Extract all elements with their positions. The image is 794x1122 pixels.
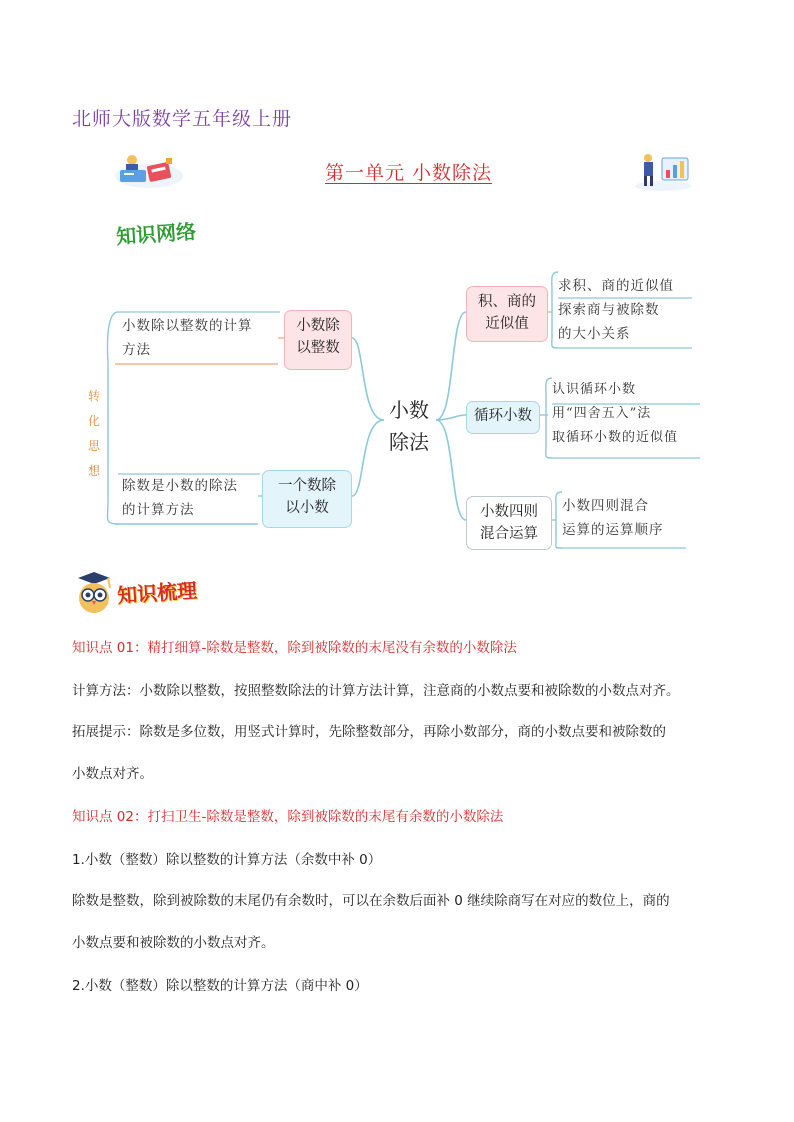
center-node-decimal-division: 小数 除法 <box>389 398 429 454</box>
kp2-item1: 1.小数（整数）除以整数的计算方法（余数中补 0） <box>72 852 382 868</box>
leaf-mixed-operations: 小数四则混合 运算的运算顺序 <box>562 498 664 538</box>
branch-approx-value: 积、商的 近似值 <box>466 286 548 342</box>
section-title-sorting: 知识梳理 <box>116 578 198 608</box>
kp2-item1-body-line1: 除数是整数，除到被除数的末尾仍有余数时，可以在余数后面补 0 继续除商写在对应的数位上，商的 <box>72 893 670 909</box>
leaf-repeating-decimal: 认识循环小数 用“四舍五入”法 取循环小数的近似值 <box>552 382 679 445</box>
leaf-approx-value: 求积、商的近似值 探索商与被除数 的大小关系 <box>558 278 674 342</box>
book-title: 北师大版数学五年级上册 <box>72 108 293 130</box>
leaf-decimal-divisor-method: 除数是小数的除法 的计算方法 <box>122 478 238 518</box>
branch-mixed-operations: 小数四则 混合运算 <box>466 496 552 550</box>
section-title-network: 知识网络 <box>115 219 197 249</box>
kp1-title: 知识点 01：精打细算-除数是整数，除到被除数的末尾没有余数的小数除法 <box>72 640 517 656</box>
owl-mascot-icon <box>72 568 116 616</box>
kp2-item2: 2.小数（整数）除以整数的计算方法（商中补 0） <box>72 978 368 994</box>
conversion-thinking-note: 转 化 思 想 <box>87 389 100 478</box>
leaf-decimal-div-integer-method: 小数除以整数的计算 方法 <box>122 318 253 358</box>
kp1-method: 计算方法：小数除以整数，按照整数除法的计算方法计算，注意商的小数点要和被除数的小数点对齐。 <box>72 683 680 699</box>
kp2-title: 知识点 02：打扫卫生-除数是整数，除到被除数的末尾有余数的小数除法 <box>72 809 504 825</box>
unit-title: 第一单元 小数除法 <box>325 162 493 184</box>
kp2-item1-body-line2: 小数点要和被除数的小数点对齐。 <box>72 935 275 951</box>
branch-divide-by-decimal: 一个数除 以小数 <box>262 470 352 528</box>
branch-repeating-decimal: 循环小数 <box>466 401 540 434</box>
kp1-tip-line2: 小数点对齐。 <box>72 766 153 782</box>
branch-decimal-div-integer: 小数除 以整数 <box>284 310 352 370</box>
kp1-tip-line1: 拓展提示：除数是多位数，用竖式计算时，先除整数部分，再除小数部分，商的小数点要和被除数的 <box>72 724 666 740</box>
